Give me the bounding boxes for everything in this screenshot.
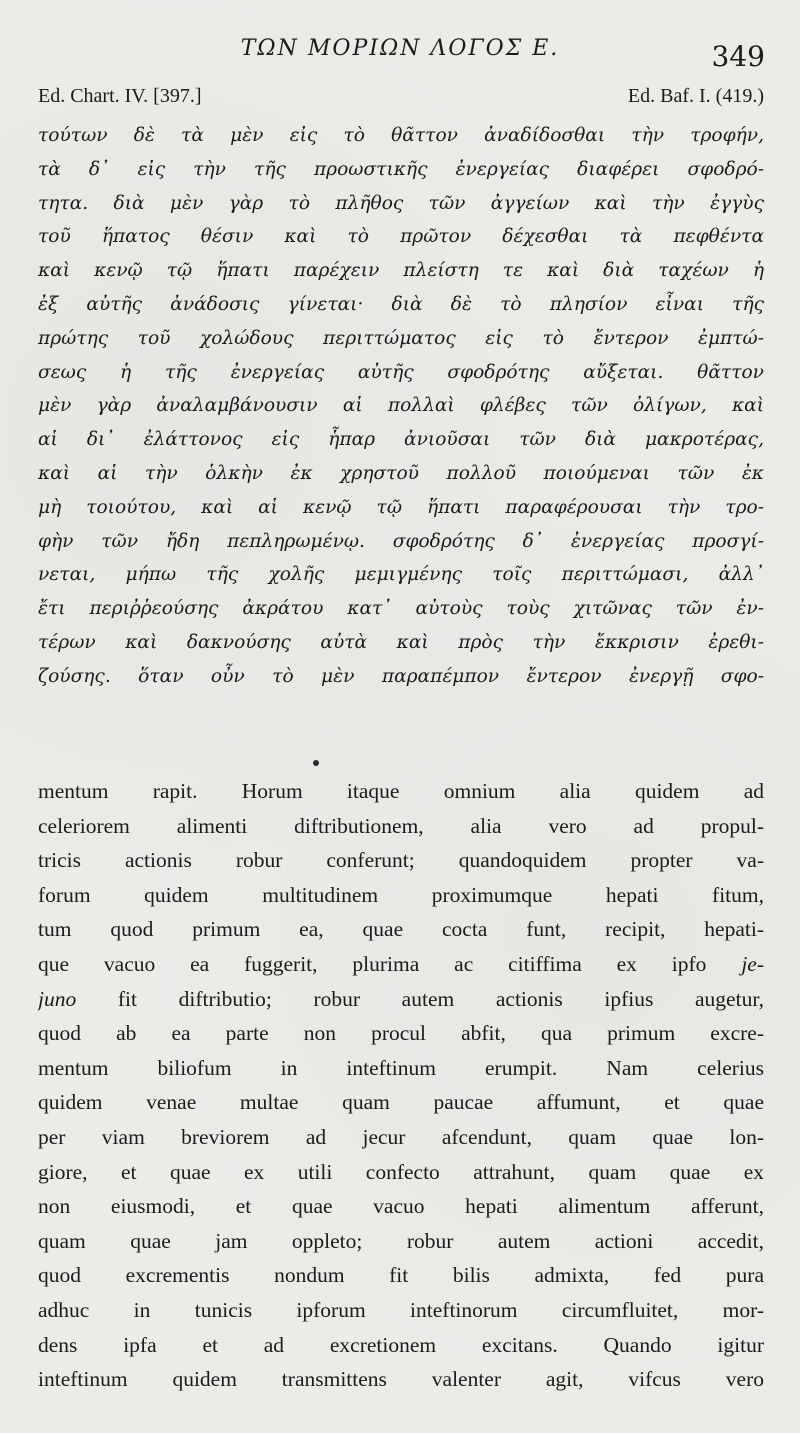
latin-line: giore, et quae ex utili confecto attrahunt, quam quae ex [38,1159,764,1184]
greek-line: πρώτης τοῦ χολώδους περιττώματος εἰς τὸ ἔντερον ἐμπτώ- [38,327,764,349]
edition-reference-chartier: Ed. Chart. IV. [397.] [38,85,202,107]
latin-line: inteftinum quidem transmittens valenter agit, vifcus vero [38,1367,764,1392]
latin-line-with-italic [38,947,764,982]
greek-line: καὶ κενῷ τῷ ἥπατι παρέχειν πλείστη τε καὶ διὰ ταχέων ἡ [38,260,764,282]
latin-line: tum quod primum ea, quae cocta funt, recipit, hepati- [38,917,764,942]
greek-line: μὴ τοιούτου, καὶ αἱ κενῷ τῷ ἥπατι παραφέρουσαι τὴν τρο- [38,496,764,518]
greek-line: τὰ δ᾽ εἰς τὴν τῆς προωστικῆς ἐνεργείας διαφέρει σφοδρό- [38,158,764,180]
greek-line: καὶ αἱ τὴν ὁλκὴν ἐκ χρηστοῦ πολλοῦ ποιούμεναι τῶν ἐκ [38,462,764,484]
latin-line: forum quidem multitudinem proximumque hepati fitum, [38,882,764,907]
greek-line: αἱ δι᾽ ἐλάττονος εἰς ἧπαρ ἀνιοῦσαι τῶν διὰ μακροτέρας, [38,429,764,451]
greek-line: τέρων καὶ δακνούσης αὐτὰ καὶ πρὸς τὴν ἔκκρισιν ἐρεθι- [38,631,764,653]
greek-line: ἐξ αὐτῆς ἀνάδοσις γίνεται· διὰ δὲ τὸ πλησίον εἶναι τῆς [38,293,764,315]
latin-line-with-italic [38,982,764,1017]
greek-line: ἔτι περιῤῥεούσης ἀκράτου κατ᾽ αὐτοὺς τοὺς χιτῶνας τῶν ἐν- [38,598,764,620]
latin-line: quidem venae multae quam paucae affumunt, et quae [38,1090,764,1115]
latin-line: quam quae jam oppleto; robur autem actioni accedit, [38,1228,764,1253]
latin-line-text: fit diftributio; robur autem actionis ipfius augetur, [117,986,764,1011]
page-number: 349 [711,40,765,73]
latin-line-text: que vacuo ea fuggerit, plurima ac citiffima ex ipfo [38,951,707,976]
latin-line: per viam breviorem ad jecur afcendunt, quam quae lon- [38,1124,764,1149]
running-title: ΤΩΝ ΜΟΡΙΩΝ ΛΟΓΟΣ Ε. [240,36,560,61]
latin-text-block [38,774,764,1397]
greek-line: τητα. διὰ μὲν γὰρ τὸ πλῆθος τῶν ἀγγείων καὶ τὴν ἐγγὺς [38,192,764,214]
latin-line: quod excrementis nondum fit bilis admixta, fed pura [38,1263,764,1288]
greek-line: τούτων δὲ τὰ μὲν εἰς τὸ θᾶττον ἀναδίδοσθαι τὴν τροφήν, [38,125,764,146]
greek-line: ζούσης. ὅταν οὖν τὸ μὲν παραπέμπον ἔντερον ἐνεργῇ σφο- [38,665,764,687]
latin-line: dens ipfa et ad excretionem excitans. Quando igitur [38,1332,764,1357]
greek-line: νεται, μήπω τῆς χολῆς μεμιγμένης τοῖς περιττώμασι, ἀλλ᾽ [38,564,764,586]
greek-line: σεως ἡ τῆς ἐνεργείας αὐτῆς σφοδρότης αὔξεται. θᾶττον [38,361,764,383]
greek-line: μὲν γὰρ ἀναλαμβάνουσιν αἱ πολλαὶ φλέβες τῶν ὀλίγων, καὶ [38,395,764,417]
edition-references [38,85,764,113]
edition-reference-basel: Ed. Baf. I. (419.) [627,85,764,107]
section-separator-dot [313,760,319,766]
running-head [0,36,800,80]
latin-line: celeriorem alimenti diftributionem, alia vero ad propul- [38,813,764,838]
greek-line: φὴν τῶν ἤδη πεπληρωμένῳ. σφοδρότης δ᾽ ἐνεργείας προσγί- [38,530,764,552]
latin-line: mentum rapit. Horum itaque omnium alia quidem ad [38,779,764,803]
latin-line: quod ab ea parte non procul abfit, qua primum excre- [38,1021,764,1046]
italic-word-fragment: juno [38,986,77,1011]
latin-line: tricis actionis robur conferunt; quandoquidem propter va- [38,848,764,873]
italic-word-fragment: je- [741,951,764,976]
greek-text-block [38,119,764,694]
latin-line: adhuc in tunicis ipforum inteftinorum circumfluitet, mor- [38,1297,764,1322]
latin-line: mentum biliofum in inteftinum erumpit. Nam celerius [38,1055,764,1080]
latin-line: non eiusmodi, et quae vacuo hepati alimentum afferunt, [38,1194,764,1219]
greek-line: τοῦ ἥπατος θέσιν καὶ τὸ πρῶτον δέχεσθαι τὰ πεφθέντα [38,226,764,248]
